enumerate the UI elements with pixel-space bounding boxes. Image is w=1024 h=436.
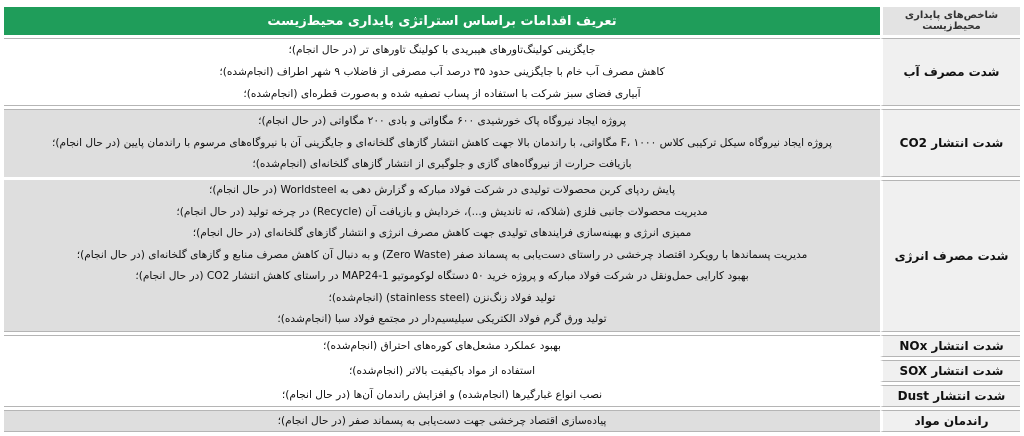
header-description: تعریف اقدامات براساس استراتژی پایداری محیط‌زیست	[4, 7, 880, 35]
sustainability-table-wrapper	[4, 4, 1020, 432]
table-row-nox	[4, 335, 1020, 357]
table-row-water	[4, 38, 1020, 106]
description-nox	[4, 335, 880, 357]
action-line: پروژه ایجاد نیروگاه پاک خورشیدی ۶۰۰ مگاواتی و بادی ۲۰۰ مگاواتی (در حال انجام)؛	[258, 115, 626, 128]
action-line: مدیریت پسماندها با رویکرد اقتصاد چرخشی در راستای دست‌یابی به پسماند صفر (Zero Waste) و به دنبال آن کاهش مصرف منابع و گازهای گلخانه‌ای (در حال انجام)؛	[76, 248, 808, 261]
description-co2	[4, 109, 880, 177]
action-line: بازیافت حرارت از نیروگاه‌های گازی و جلوگیری از انتشار گازهای گلخانه‌ای (انجام‌شده)؛	[252, 158, 632, 171]
indicator-nox: شدت انتشار NOx	[880, 335, 1020, 357]
indicator-dust: شدت انتشار Dust	[880, 385, 1020, 407]
indicator-sox: شدت انتشار SOX	[880, 360, 1020, 382]
description-dust	[4, 385, 880, 407]
indicator-materials: راندمان مواد	[880, 410, 1020, 432]
action-line: بهبود کارایی حمل‌ونقل در شرکت فولاد مبارکه و پروژه خرید ۵۰ دستگاه لوکوموتیو MAP24-1 در راستای کاهش انتشار CO2 (در حال انجام)؛	[135, 270, 749, 282]
table-row-dust	[4, 385, 1020, 407]
action-line: آبیاری فضای سبز شرکت با استفاده از پساب تصفیه شده و به‌صورت قطره‌ای (انجام‌شده)؛	[243, 88, 641, 100]
table-row-energy	[4, 180, 1020, 332]
header-indicator: شاخص‌های پایداری محیط‌زیست	[880, 7, 1020, 35]
indicator-water: شدت مصرف آب	[880, 38, 1020, 106]
description-water	[4, 38, 880, 106]
action-line: پیاده‌سازی اقتصاد چرخشی جهت دست‌یابی به پسماند صفر (در حال انجام)؛	[277, 414, 607, 427]
sustainability-actions-table	[4, 4, 1020, 435]
action-line: نصب انواع غبارگیرها (انجام‌شده) و افزایش راندمان آن‌ها (در حال انجام)؛	[281, 389, 603, 401]
action-line: تولید ورق گرم فولاد الکتریکی سیلیسیم‌دار در مجتمع فولاد سبا (انجام‌شده)؛	[277, 313, 607, 325]
indicator-energy: شدت مصرف انرژی	[880, 180, 1020, 332]
description-materials	[4, 410, 880, 432]
table-row-materials	[4, 410, 1020, 432]
indicator-co2: شدت انتشار CO2	[880, 109, 1020, 177]
table-row-sox	[4, 360, 1020, 382]
description-sox	[4, 360, 880, 382]
action-line: مدیریت محصولات جانبی فلزی (شلاکه، ته تاندیش و...)، خردایش و بازیافت آن (Recycle) در چرخه تولید (در حال انجام)؛	[176, 205, 708, 218]
table-row-co2	[4, 109, 1020, 177]
action-line: استفاده از مواد باکیفیت بالاتر (انجام‌شده)؛	[348, 364, 536, 377]
action-line: ممیزی انرژی و بهینه‌سازی فرایندهای تولیدی جهت کاهش مصرف انرژی و انتشار گازهای گلخانه‌ای (در حال انجام)؛	[192, 227, 692, 239]
action-line: پروژه ایجاد نیروگاه سیکل ترکیبی کلاس F، ۱۰۰۰ مگاواتی، با راندمان بالا جهت کاهش انتشار گازهای گلخانه‌ای و جایگزینی آن با نیروگاه‌های مرسوم با راندمان پایین (در حال انجام)؛	[52, 136, 832, 149]
action-line: بهبود عملکرد مشعل‌های کوره‌های احتراق (انجام‌شده)؛	[323, 340, 561, 352]
action-line: پایش ردپای کربن محصولات تولیدی در شرکت فولاد مبارکه و گزارش دهی به Worldsteel (در حال انجام)؛	[208, 184, 676, 196]
action-line: کاهش مصرف آب خام با جایگزینی حدود ۳۵ درصد آب مصرفی از فاضلاب ۹ شهر اطراف (انجام‌شده)؛	[219, 66, 665, 78]
description-energy	[4, 180, 880, 332]
action-line: تولید فولاد زنگ‌نزن (stainless steel) (انجام‌شده)؛	[328, 291, 556, 304]
table-header-row	[4, 7, 1020, 35]
action-line: جایگزینی کولینگ‌تاورهای هیبریدی با کولینگ تاورهای تر (در حال انجام)؛	[288, 44, 596, 56]
